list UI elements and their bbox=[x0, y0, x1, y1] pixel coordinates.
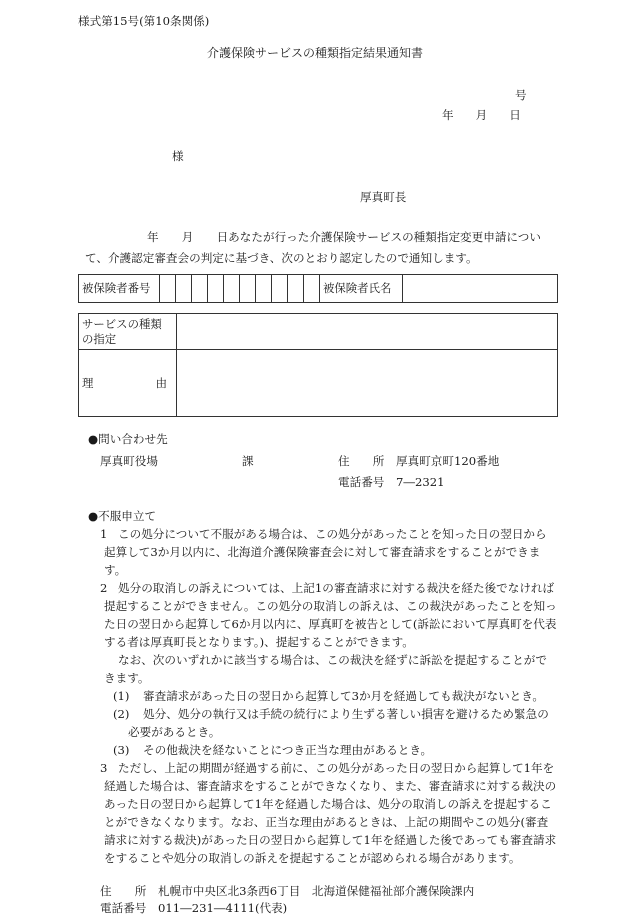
appeal-item-number: 1 bbox=[100, 527, 108, 541]
appeal-subitem-number: (3) bbox=[113, 743, 130, 757]
footer-phone-label: 電話番号 bbox=[100, 901, 147, 915]
insured-name-label: 被保険者氏名 bbox=[320, 275, 403, 303]
inquiry-section: 課 bbox=[242, 454, 254, 468]
document-number-mark: 号 bbox=[515, 88, 527, 102]
appeal-item bbox=[100, 759, 558, 867]
inquiry-heading: ●問い合わせ先 bbox=[88, 432, 168, 446]
footer-phone: 011―231―4111(代表) bbox=[158, 901, 288, 915]
footer-address: 札幌市中央区北3条西6丁目 北海道保健福祉部介護保険課内 bbox=[158, 884, 475, 898]
appeal-subitem bbox=[100, 687, 558, 705]
appeal-heading: ●不服申立て bbox=[88, 509, 157, 523]
reason-row bbox=[79, 350, 558, 417]
reason-label-right: 由 bbox=[155, 375, 167, 390]
appeal-item-number: 3 bbox=[100, 761, 108, 775]
insured-number-digit-box bbox=[208, 275, 224, 303]
date-year: 年 bbox=[442, 108, 454, 122]
inquiry-phone: 7―2321 bbox=[396, 475, 445, 489]
insured-number-digit-box bbox=[176, 275, 192, 303]
reason-value bbox=[177, 350, 558, 417]
insured-row bbox=[79, 275, 558, 303]
issuer-name: 厚真町長 bbox=[360, 190, 407, 204]
service-type-value bbox=[177, 314, 558, 350]
appeal-item-number: 2 bbox=[100, 581, 108, 595]
appeal-item-text: ただし、上記の期間が経過する前に、この処分があった日の翌日から起算して1年を経過した場合は、審査請求をすることができなくなり、また、審査請求に対する裁決のあった日の翌日から起算して1年を経過した場合は、処分の取消しの訴えを提起することができなくなります。なお、正当な理由があるときは、上記の期間やこの処分(審査請求に対する裁決)があった日の翌日から起算して1年を経過した後であっても審査請求をすることや処分の取消しの訴えを提起することが認められる場合があります。 bbox=[104, 761, 557, 865]
date-day: 日 bbox=[509, 108, 521, 122]
form-number: 様式第15号(第10条関係) bbox=[78, 14, 210, 28]
insured-number-digit-box bbox=[256, 275, 272, 303]
insured-number-digit-box bbox=[224, 275, 240, 303]
appeal-item bbox=[100, 579, 558, 651]
insured-number-digit-box bbox=[304, 275, 320, 303]
appeal-subitem bbox=[100, 705, 558, 741]
appeal-item bbox=[100, 525, 558, 579]
appeal-subitem-text: 処分、処分の執行又は手続の続行により生ずる著しい損害を避けるため緊急の必要があるとき。 bbox=[128, 707, 549, 739]
insured-table bbox=[78, 274, 558, 303]
service-type-row bbox=[79, 314, 558, 350]
insured-name-value bbox=[403, 275, 558, 303]
service-table bbox=[78, 313, 558, 417]
insured-number-label: 被保険者番号 bbox=[79, 275, 160, 303]
appeal-subitem bbox=[100, 741, 558, 759]
inquiry-address-label: 住 所 bbox=[338, 454, 385, 468]
insured-number-digit-box bbox=[240, 275, 256, 303]
appeal-item-text: 処分の取消しの訴えについては、上記1の審査請求に対する裁決を経た後でなければ提起することができません。この処分の取消しの訴えは、この裁決があったことを知った日の翌日から起算して6か月以内に、厚真町を被告として(訴訟において厚真町を代表する者は厚真町長となります。)、提起することができます。 bbox=[104, 581, 557, 649]
document-title: 介護保険サービスの種類指定結果通知書 bbox=[206, 46, 423, 60]
insured-number-digit-box bbox=[192, 275, 208, 303]
addressee-suffix: 様 bbox=[172, 149, 184, 163]
inquiry-address: 厚真町京町120番地 bbox=[396, 454, 500, 468]
date-month: 月 bbox=[475, 108, 488, 122]
appeal-body bbox=[100, 525, 558, 867]
appeal-subitem-text: その他裁決を経ないことにつき正当な理由があるとき。 bbox=[143, 743, 433, 757]
appeal-subitem-number: (2) bbox=[113, 707, 130, 721]
service-type-label: サービスの種類の指定 bbox=[79, 314, 177, 350]
inquiry-phone-label: 電話番号 bbox=[338, 475, 385, 489]
insured-number-digit-box bbox=[288, 275, 304, 303]
appeal-subitem-text: 審査請求があった日の翌日から起算して3か月を経過しても裁決がないとき。 bbox=[143, 689, 544, 703]
appeal-subitem-number: (1) bbox=[113, 689, 130, 703]
insured-number-digit-box bbox=[272, 275, 288, 303]
footer-address-label: 住 所 bbox=[100, 884, 147, 898]
reason-label-left: 理 bbox=[82, 375, 94, 390]
inquiry-office: 厚真町役場 bbox=[100, 454, 158, 468]
reason-label bbox=[79, 350, 177, 417]
appeal-item-text: この処分について不服がある場合は、この処分があったことを知った日の翌日から起算して3か月以内に、北海道介護保険審査会に対して審査請求をすることができます。 bbox=[104, 527, 547, 577]
insured-number-digit-box bbox=[160, 275, 176, 303]
intro-paragraph: 年 月 日あなたが行った介護保険サービスの種類指定変更申請について、介護認定審査会の判定に基づき、次のとおり認定したので通知します。 bbox=[85, 230, 541, 265]
issue-date bbox=[442, 106, 521, 124]
appeal-note: なお、次のいずれかに該当する場合は、この裁決を経ずに訴訟を提起することができます。 bbox=[104, 653, 547, 685]
